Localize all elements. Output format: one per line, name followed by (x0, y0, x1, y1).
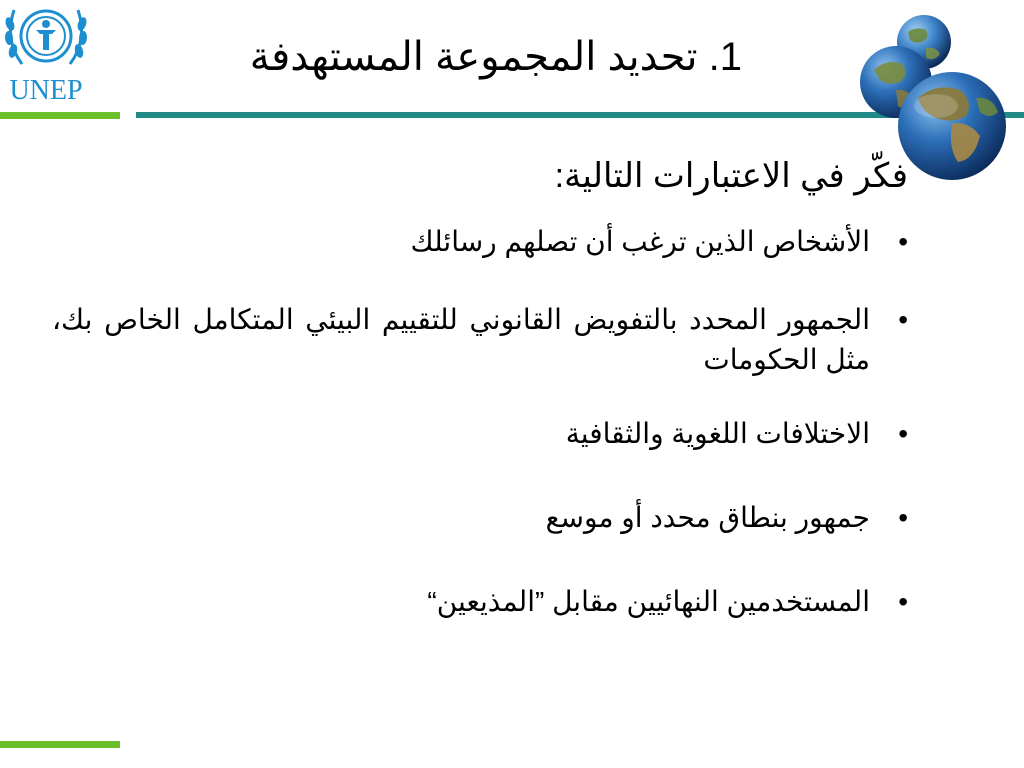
list-item (52, 300, 912, 380)
bullet-dot: • (898, 418, 908, 449)
bullet-dot: • (898, 226, 908, 257)
bullet-dot: • (898, 304, 908, 335)
bullet-text: الجمهور المحدد بالتفويض القانوني للتقييم البيئي المتكامل الخاص بك، مثل الحكومات (52, 304, 870, 375)
bullet-dot: • (898, 502, 908, 533)
list-item (52, 222, 912, 262)
green-accent-rule-top (0, 112, 120, 119)
bullet-list (52, 222, 912, 622)
bullet-text: جمهور بنطاق محدد أو موسع (545, 502, 870, 533)
unep-logo-text: UNEP (9, 75, 83, 106)
list-item (52, 414, 912, 454)
list-item (52, 498, 912, 538)
un-emblem-icon (0, 0, 92, 80)
slide-title: 1. تحديد المجموعة المستهدفة (249, 35, 742, 79)
unep-logo (0, 0, 92, 108)
intro-text: فكّر في الاعتبارات التالية: (554, 157, 908, 195)
green-accent-rule-bottom (0, 741, 120, 748)
bullet-dot: • (898, 586, 908, 617)
bullet-text: الأشخاص الذين ترغب أن تصلهم رسائلك (410, 226, 870, 257)
bullet-text: المستخدمين النهائيين مقابل ”المذيعين“ (427, 586, 870, 617)
list-item (52, 582, 912, 622)
bullet-text: الاختلافات اللغوية والثقافية (565, 418, 870, 449)
